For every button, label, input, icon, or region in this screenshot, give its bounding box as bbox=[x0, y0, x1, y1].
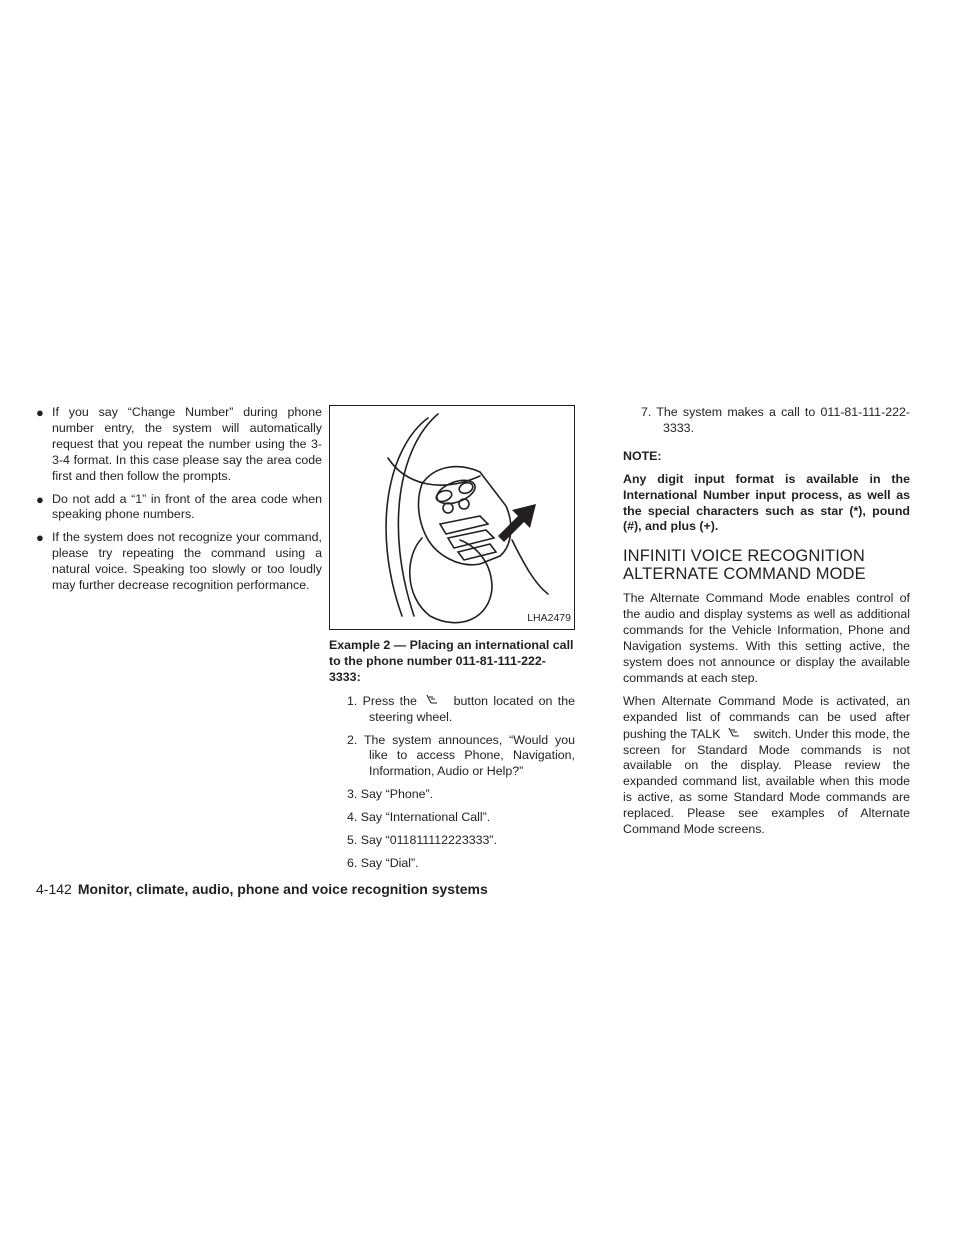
page-number: 4-142 bbox=[36, 881, 72, 897]
bullet-dot-icon: ● bbox=[36, 530, 44, 546]
page-footer bbox=[36, 881, 488, 897]
talk-icon bbox=[422, 693, 448, 707]
section-heading-line2: ALTERNATE COMMAND MODE bbox=[623, 565, 866, 584]
note-label: NOTE: bbox=[623, 448, 662, 463]
talk-icon bbox=[724, 726, 750, 740]
bullet-dot-icon: ● bbox=[36, 405, 44, 420]
steering-wheel-figure bbox=[329, 405, 575, 630]
paragraph-2-pre: When Alternate Command Mode is activated, an expanded list of commands can be used after pushing the TALK bbox=[623, 693, 910, 741]
bullet-text: If the system does not recognize your command, please try repeating the command using a natural voice. Speaking too slowly or too loudly may further decrease recognition performance. bbox=[52, 530, 322, 593]
bullet-item bbox=[36, 492, 322, 524]
section-heading-line1: INFINITI VOICE RECOGNITION bbox=[623, 547, 865, 566]
section-title: Monitor, climate, audio, phone and voice recognition systems bbox=[77, 881, 488, 897]
bullet-dot-icon: ● bbox=[36, 491, 44, 507]
example-heading: Example 2 — Placing an international call to the phone number 011-81-111-222-3333: bbox=[329, 638, 574, 684]
step-5: 5. Say “011811112223333”. bbox=[347, 833, 497, 848]
steering-wheel-illustration bbox=[330, 406, 574, 629]
figure-id: LHA2479 bbox=[527, 612, 571, 625]
bullet-item bbox=[36, 530, 322, 594]
bullet-item bbox=[36, 405, 322, 485]
note-text: Any digit input format is available in the International Number input process, as well as the special characters such as star (*), pound (#), and plus (+). bbox=[623, 471, 910, 534]
column-left bbox=[36, 405, 322, 601]
column-right bbox=[623, 405, 910, 845]
bullet-text: If you say “Change Number” during phone number entry, the system will automatically request that you repeat the number using the 3-3-4 format. In this case please say the area code first and then follow the prompts. bbox=[52, 405, 322, 483]
section-heading bbox=[623, 547, 910, 583]
paragraph-1: The Alternate Command Mode enables control of the audio and display systems as well as additional commands for the Vehicle Information, Phone and Navigation systems. With this setting active, the system does not announce or display the available commands at each step. bbox=[623, 591, 910, 685]
step-6: 6. Say “Dial”. bbox=[347, 855, 419, 870]
bullet-text: Do not add a “1” in front of the area code when speaking phone numbers. bbox=[52, 491, 322, 522]
paragraph-2-post: switch. Under this mode, the screen for Standard Mode commands is not available on the display. Please review the expanded command list, available when this mode is active, as some Standard Mode commands are replaced. Please see examples of Alternate Command Mode screens. bbox=[623, 726, 910, 837]
step-2: 2. The system announces, “Would you like to access Phone, Navigation, Information, Audio or Help?” bbox=[347, 732, 575, 779]
step-4: 4. Say “International Call”. bbox=[347, 810, 491, 825]
paragraph-2 bbox=[623, 694, 910, 838]
step-1 bbox=[329, 693, 575, 726]
step-3: 3. Say “Phone”. bbox=[347, 787, 434, 802]
column-middle bbox=[329, 405, 575, 879]
step-1-post: button located on the steering wheel. bbox=[369, 693, 575, 724]
step-1-pre: 1. Press the bbox=[347, 693, 417, 708]
step-7: 7. The system makes a call to 011-81-111-222-3333. bbox=[641, 405, 910, 435]
